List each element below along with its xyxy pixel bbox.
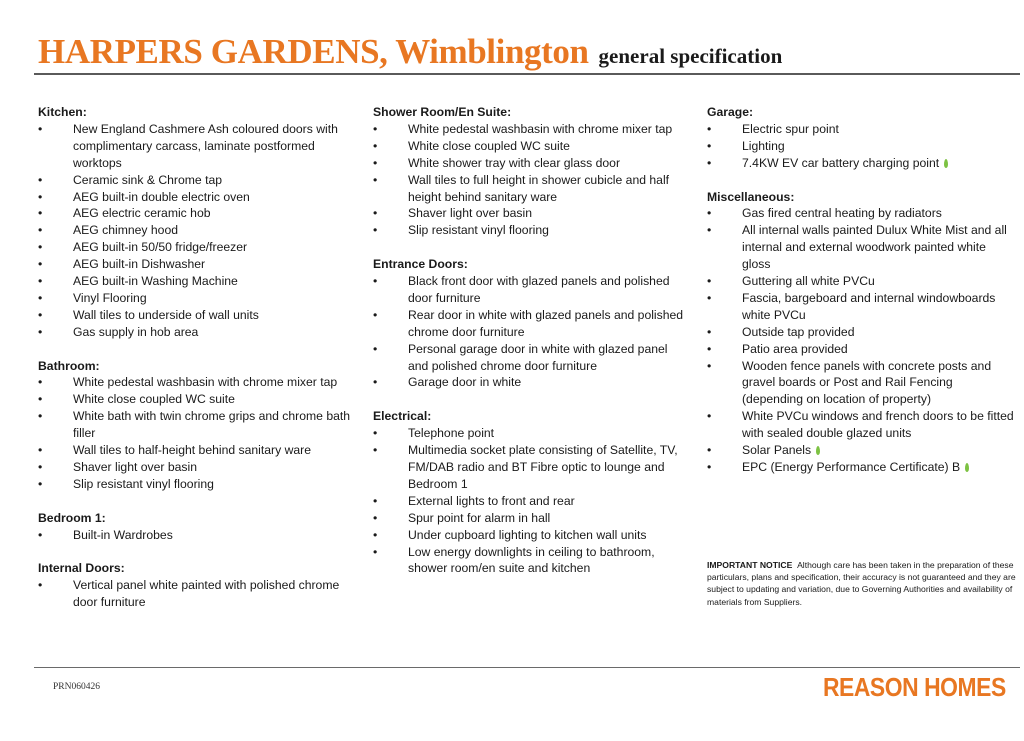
list-item-text: Patio area provided <box>742 341 848 356</box>
bullet-icon: • <box>707 341 712 356</box>
list-item <box>707 358 1017 409</box>
page-title: HARPERS GARDENS, Wimblington <box>38 32 589 71</box>
list-item-text: Wall tiles to full height in shower cubicle and half height behind sanitary ware <box>408 172 670 204</box>
list-item-text: Guttering all white PVCu <box>742 274 875 289</box>
bullet-icon: • <box>373 443 378 458</box>
list-item <box>707 273 1017 290</box>
list-item <box>707 408 1017 442</box>
list-item-text: AEG electric ceramic hob <box>73 206 211 221</box>
list-item-text: Shaver light over basin <box>408 206 532 221</box>
list-item-text: AEG built-in 50/50 fridge/freezer <box>73 240 248 255</box>
list-item-text: Garage door in white <box>408 375 522 390</box>
bullet-icon: • <box>38 223 43 238</box>
leaf-icon <box>965 463 969 472</box>
list-item <box>707 442 1017 459</box>
list-item-text: EPC (Energy Performance Certificate) B <box>742 460 961 475</box>
list-item-text: AEG built-in Dishwasher <box>73 257 206 272</box>
list-item <box>38 172 358 189</box>
bullet-icon: • <box>707 121 712 136</box>
list-item <box>373 172 691 206</box>
list-item <box>373 374 691 391</box>
header-divider <box>34 73 1020 75</box>
bullet-icon: • <box>707 324 712 339</box>
bullet-icon: • <box>707 223 712 238</box>
spec-column-1 <box>38 104 358 628</box>
list-item-text: Built-in Wardrobes <box>73 527 173 542</box>
list-item <box>373 527 691 544</box>
list-item-text: All internal walls painted Dulux White Mist and all internal and external woodwork painted white gloss <box>742 223 1007 272</box>
bullet-icon: • <box>707 358 712 373</box>
spec-column-3 <box>707 104 1017 493</box>
bullet-icon: • <box>38 392 43 407</box>
list-item <box>707 222 1017 273</box>
bullet-icon: • <box>373 527 378 542</box>
spec-section <box>707 104 1017 172</box>
list-item-text: Outside tap provided <box>742 324 855 339</box>
list-item-text: New England Cashmere Ash coloured doors with complimentary carcass, laminate postformed worktops <box>73 121 338 170</box>
bullet-icon: • <box>38 460 43 475</box>
list-item <box>707 324 1017 341</box>
spec-section <box>373 408 691 577</box>
list-item <box>38 459 358 476</box>
bullet-icon: • <box>373 426 378 441</box>
list-item <box>38 205 358 222</box>
list-item-text: Low energy downlights in ceiling to bathroom, shower room/en suite and kitchen <box>408 544 655 576</box>
list-item <box>373 510 691 527</box>
list-item-text: White PVCu windows and french doors to be fitted with sealed double glazed units <box>742 409 1014 441</box>
list-item-text: Slip resistant vinyl flooring <box>408 223 549 238</box>
spec-list <box>38 577 358 611</box>
list-item <box>38 324 358 341</box>
bullet-icon: • <box>38 206 43 221</box>
bullet-icon: • <box>707 443 712 458</box>
section-title: Garage: <box>707 105 754 119</box>
list-item-text: Rear door in white with glazed panels and polished chrome door furniture <box>408 307 684 339</box>
spec-list <box>373 425 691 577</box>
bullet-icon: • <box>707 206 712 221</box>
list-item <box>373 205 691 222</box>
list-item <box>373 138 691 155</box>
list-item <box>707 341 1017 358</box>
spec-list <box>707 121 1017 172</box>
list-item-text: Lighting <box>742 138 785 153</box>
bullet-icon: • <box>38 324 43 339</box>
bullet-icon: • <box>38 409 43 424</box>
bullet-icon: • <box>373 510 378 525</box>
list-item-text: Ceramic sink & Chrome tap <box>73 172 223 187</box>
bullet-icon: • <box>373 172 378 187</box>
list-item-text: White pedestal washbasin with chrome mixer tap <box>73 375 338 390</box>
bullet-icon: • <box>38 375 43 390</box>
bullet-icon: • <box>373 544 378 559</box>
list-item-text: AEG built-in double electric oven <box>73 189 250 204</box>
bullet-icon: • <box>373 155 378 170</box>
section-title: Entrance Doors: <box>373 257 468 272</box>
spec-list <box>707 205 1017 476</box>
page-subtitle: general specification <box>598 44 783 68</box>
list-item <box>707 459 1017 476</box>
list-item-text: Personal garage door in white with glazed panel and polished chrome door furniture <box>408 341 668 373</box>
list-item-text: Wall tiles to half-height behind sanitary ware <box>73 443 312 458</box>
list-item <box>38 527 358 544</box>
list-item-text: White close coupled WC suite <box>73 392 235 407</box>
spec-section <box>38 560 358 611</box>
bullet-icon: • <box>38 172 43 187</box>
bullet-icon: • <box>373 375 378 390</box>
section-title: Miscellaneous: <box>707 189 795 204</box>
list-item <box>38 307 358 324</box>
bullet-icon: • <box>707 274 712 289</box>
list-item-text: Black front door with glazed panels and polished door furniture <box>408 274 670 305</box>
list-item-text: White bath with twin chrome grips and chrome bath filler <box>73 409 351 441</box>
list-item-text: Under cupboard lighting to kitchen wall units <box>408 527 647 542</box>
list-item <box>38 442 358 459</box>
list-item <box>373 341 691 375</box>
leaf-icon <box>816 446 820 455</box>
section-title: Internal Doors: <box>38 561 125 576</box>
spec-list <box>38 527 358 544</box>
list-item-text: 7.4KW EV car battery charging point <box>742 155 940 170</box>
bullet-icon: • <box>38 240 43 255</box>
list-item <box>38 256 358 273</box>
notice-text: Although care has been taken in the preparation of these particulars, plans and specification, their accuracy is not guaranteed and they are subject to updating and variation, due to Governing Authorities and availability of materials from Suppliers. <box>707 560 1016 607</box>
list-item <box>38 374 358 391</box>
bullet-icon: • <box>38 476 43 491</box>
section-title: Kitchen: <box>38 105 87 119</box>
list-item <box>373 425 691 442</box>
spec-column-2 <box>373 104 691 594</box>
list-item-text: Gas supply in hob area <box>73 324 199 339</box>
list-item-text: Shaver light over basin <box>73 460 197 475</box>
list-item <box>707 138 1017 155</box>
bullet-icon: • <box>373 206 378 221</box>
list-item <box>38 239 358 256</box>
list-item <box>707 290 1017 324</box>
section-title: Bedroom 1: <box>38 510 106 525</box>
list-item-text: Wall tiles to underside of wall units <box>73 307 259 322</box>
list-item <box>38 476 358 493</box>
bullet-icon: • <box>38 290 43 305</box>
bullet-icon: • <box>707 138 712 153</box>
spec-section <box>373 104 691 239</box>
spec-section <box>707 189 1017 476</box>
bullet-icon: • <box>373 138 378 153</box>
list-item <box>373 544 691 578</box>
list-item-text: External lights to front and rear <box>408 493 575 508</box>
list-item <box>38 577 358 611</box>
spec-list <box>38 121 358 341</box>
list-item-text: Vertical panel white painted with polished chrome door furniture <box>73 578 340 610</box>
list-item <box>38 189 358 206</box>
section-title: Electrical: <box>373 409 432 424</box>
bullet-icon: • <box>373 223 378 238</box>
bullet-icon: • <box>38 578 43 593</box>
bullet-icon: • <box>373 341 378 356</box>
list-item <box>707 121 1017 138</box>
spec-list <box>38 374 358 492</box>
spec-section <box>38 104 358 341</box>
list-item-text: Multimedia socket plate consisting of Satellite, TV, FM/DAB radio and BT Fibre optic to lounge and Bedroom 1 <box>408 443 678 491</box>
list-item <box>373 273 691 307</box>
list-item <box>38 408 358 442</box>
bullet-icon: • <box>373 307 378 322</box>
list-item-text: Spur point for alarm in hall <box>408 510 551 525</box>
bullet-icon: • <box>38 307 43 322</box>
list-item <box>707 205 1017 222</box>
list-item-text: AEG built-in Washing Machine <box>73 274 238 289</box>
list-item-text: Solar Panels <box>742 443 812 458</box>
list-item <box>38 391 358 408</box>
bullet-icon: • <box>38 257 43 272</box>
page-header <box>38 30 1016 74</box>
list-item <box>373 442 691 493</box>
list-item <box>373 155 691 172</box>
document-reference: PRN060426 <box>53 682 100 692</box>
bullet-icon: • <box>373 121 378 136</box>
list-item-text: Gas fired central heating by radiators <box>742 206 942 221</box>
bullet-icon: • <box>373 493 378 508</box>
list-item <box>38 290 358 307</box>
list-item-text: Electric spur point <box>742 121 839 136</box>
bullet-icon: • <box>373 274 378 289</box>
list-item <box>707 155 1017 172</box>
spec-section <box>38 510 358 544</box>
bullet-icon: • <box>707 409 712 424</box>
list-item <box>373 222 691 239</box>
bullet-icon: • <box>38 443 43 458</box>
brand-logo: REASON HOMES <box>823 672 1006 702</box>
bullet-icon: • <box>38 189 43 204</box>
spec-list <box>373 121 691 239</box>
bullet-icon: • <box>38 274 43 289</box>
bullet-icon: • <box>707 460 712 475</box>
important-notice <box>707 559 1017 608</box>
list-item-text: AEG chimney hood <box>73 223 179 238</box>
list-item-text: Fascia, bargeboard and internal windowboards white PVCu <box>742 290 996 322</box>
list-item <box>373 493 691 510</box>
list-item-text: White close coupled WC suite <box>408 138 570 153</box>
list-item-text: White shower tray with clear glass door <box>408 155 621 170</box>
list-item <box>373 121 691 138</box>
list-item-text: Slip resistant vinyl flooring <box>73 476 214 491</box>
notice-label: IMPORTANT NOTICE <box>707 560 793 570</box>
spec-section <box>38 358 358 493</box>
footer-divider <box>34 667 1020 668</box>
bullet-icon: • <box>38 527 43 542</box>
list-item-text: Vinyl Flooring <box>73 290 147 305</box>
section-title: Bathroom: <box>38 358 100 373</box>
bullet-icon: • <box>38 121 43 136</box>
bullet-icon: • <box>707 155 712 170</box>
spec-list <box>373 273 691 391</box>
list-item <box>38 121 358 172</box>
list-item <box>373 307 691 341</box>
list-item-text: Telephone point <box>408 426 495 441</box>
list-item <box>38 222 358 239</box>
list-item-text: White pedestal washbasin with chrome mixer tap <box>408 121 673 136</box>
spec-section <box>373 256 691 391</box>
section-title: Shower Room/En Suite: <box>373 105 512 119</box>
list-item <box>38 273 358 290</box>
list-item-text: Wooden fence panels with concrete posts and gravel boards or Post and Rail Fencing (depending on location of property) <box>742 358 992 407</box>
bullet-icon: • <box>707 290 712 305</box>
leaf-icon <box>944 159 948 168</box>
